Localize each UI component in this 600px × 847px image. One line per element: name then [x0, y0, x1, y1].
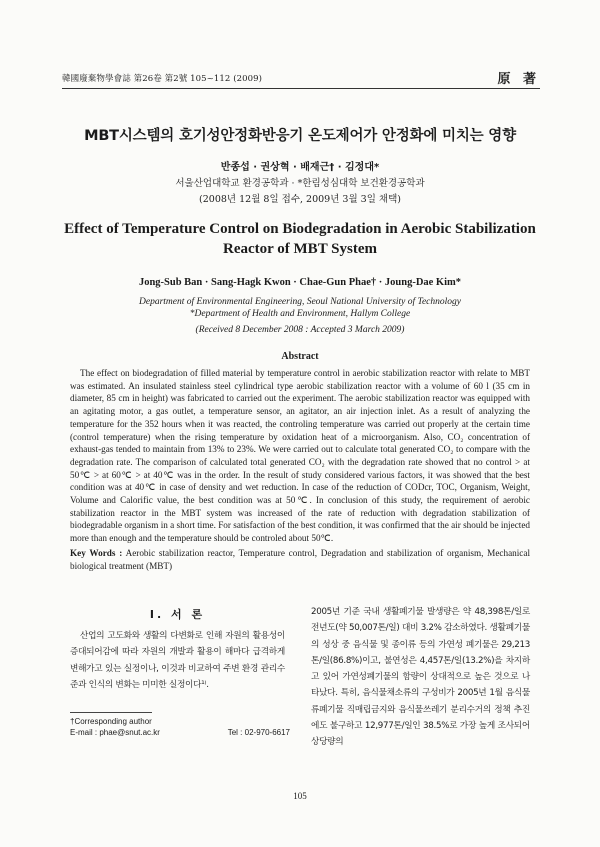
- english-dates: (Received 8 December 2008 : Accepted 3 March 2009): [195, 325, 405, 335]
- korean-dates: (2008년 12월 8일 접수, 2009년 3월 3일 채택): [199, 194, 401, 205]
- abstract-heading: Abstract: [281, 351, 319, 362]
- footnote: [70, 716, 290, 738]
- english-affiliation-1: Department of Environmental Engineering, Seoul National University of Technology: [139, 297, 461, 307]
- footnote-contact-row: [70, 727, 290, 738]
- article-type-label: 原 著: [497, 72, 540, 87]
- english-authors: Jong-Sub Ban · Sang-Hagk Kwon · Chae-Gun Phae† · Joung-Dae Kim*: [138, 277, 462, 288]
- english-title-line2: Reactor of MBT System: [223, 241, 377, 257]
- header-rule: [62, 88, 540, 89]
- section-heading-introduction: I. 서 론: [149, 608, 206, 621]
- footnote-corresponding: †Corresponding author: [70, 717, 152, 726]
- keywords-text: Aerobic stabilization reactor, Temperature control, Degradation and stabilization of organism, Mechanical biological treatment (MBT): [70, 548, 531, 571]
- page-number: 105: [293, 791, 307, 801]
- korean-authors: 반종섭 · 권상혁 · 배재근† · 김정대*: [220, 162, 380, 173]
- abstract-body: The effect on biodegradation of filled material by temperature control in aerobic stabilization reactor with relate to MBT was estimated. An insulated stainless steel cylindrical type aerobic stabilization reactor with a volume of 60 l (35 cm in diameter, 85 cm in height) was fabricated to carried out the experiment. The aerobic stabilization reactor was equipped with an agitating motor, a gas outlet, a temperature sensor, an agitator, an air injection inlet. As a result of analyzing the temperature for the 352 hours when it was reacted, the controling temperature was carried out properly at the certain time (control temperature) when the rising temperature by oxidation heat of a microorganism. Also, CO₂ concentration of exhaust-gas tended to maintain from 13% to 23%. We were carried out to calculate total generated CO₂ to compare with the degradation rate. The comparison of calculated total generated CO₂ with the degradation rate showed that no control > at 50℃ > at 60℃ > at 40℃ was in the order. In the result of study considered various factors, it was showed that the best condition was at 40℃ in case of density and wet reduction. In case of the reduction of CODcr, TOC, Organism, Weight, Volume and Calorific value, the best condition was at 50℃. In conclusion of this study, the requirement of aerobic stabilization reactor in the MBT system was increased of the rate of reduction with degradation stabilization of biodegradable organism in a short time. For satisfaction of the best condition, it was confirmed that the air should be injected more than enough and the temperature should be controled about 50℃.: [70, 368, 530, 544]
- keywords-label: Key Words :: [70, 548, 123, 558]
- keywords: [70, 547, 530, 572]
- intro-right-column: 2005년 기준 국내 생활폐기물 발생량은 약 48,398톤/일로 전년도(약 50,007톤/일) 대비 3.2% 감소하였다. 생활폐기물의 성상 중 음식물 및 종이류 등의 가연성 폐기물은 29,213톤/일(86.8%)이고, 불연성은 4,457톤/일(13.2%)을 차지하고 있어 가연성폐기물의 함량이 상대적으로 높은 것으로 나타났다. 특히, 음식물채소류의 구성비가 2005년 1월 음식물류폐기물 직매립금지와 음식물쓰레기 분리수거의 정책 추진에도 불구하고 12,977톤/일인 38.5%로 가장 높게 조사되어 상당량의: [311, 607, 530, 748]
- korean-affiliation: 서울산업대학교 환경공학과 · *한림성심대학 보건환경공학과: [175, 178, 425, 189]
- journal-header: [62, 68, 540, 88]
- footnote-rule: [70, 712, 152, 713]
- english-title: [40, 219, 560, 259]
- footnote-tel: Tel : 02-970-6617: [227, 728, 290, 737]
- intro-left-column: 산업의 고도화와 생활의 다변화로 인해 자원의 활용성이 증대되어감에 따라 자원의 개발과 활용이 해마다 급격하게 변해가고 있는 실정이나, 이것과 비교하여 주변 환경 관리수준과 인식의 변화는 미미한 실정이다¹⁾.: [70, 631, 285, 691]
- footnote-email: E-mail : phae@snut.ac.kr: [70, 728, 160, 737]
- korean-title: MBT시스템의 호기성안정화반응기 온도제어가 안정화에 미치는 영향: [84, 128, 516, 144]
- english-title-line1: Effect of Temperature Control on Biodegradation in Aerobic Stabilization: [64, 221, 536, 237]
- journal-citation: 韓國廢棄物學會誌 第26卷 第2號 105~112 (2009): [62, 74, 263, 84]
- english-affiliation-2: *Department of Health and Environment, Hallym College: [189, 309, 411, 319]
